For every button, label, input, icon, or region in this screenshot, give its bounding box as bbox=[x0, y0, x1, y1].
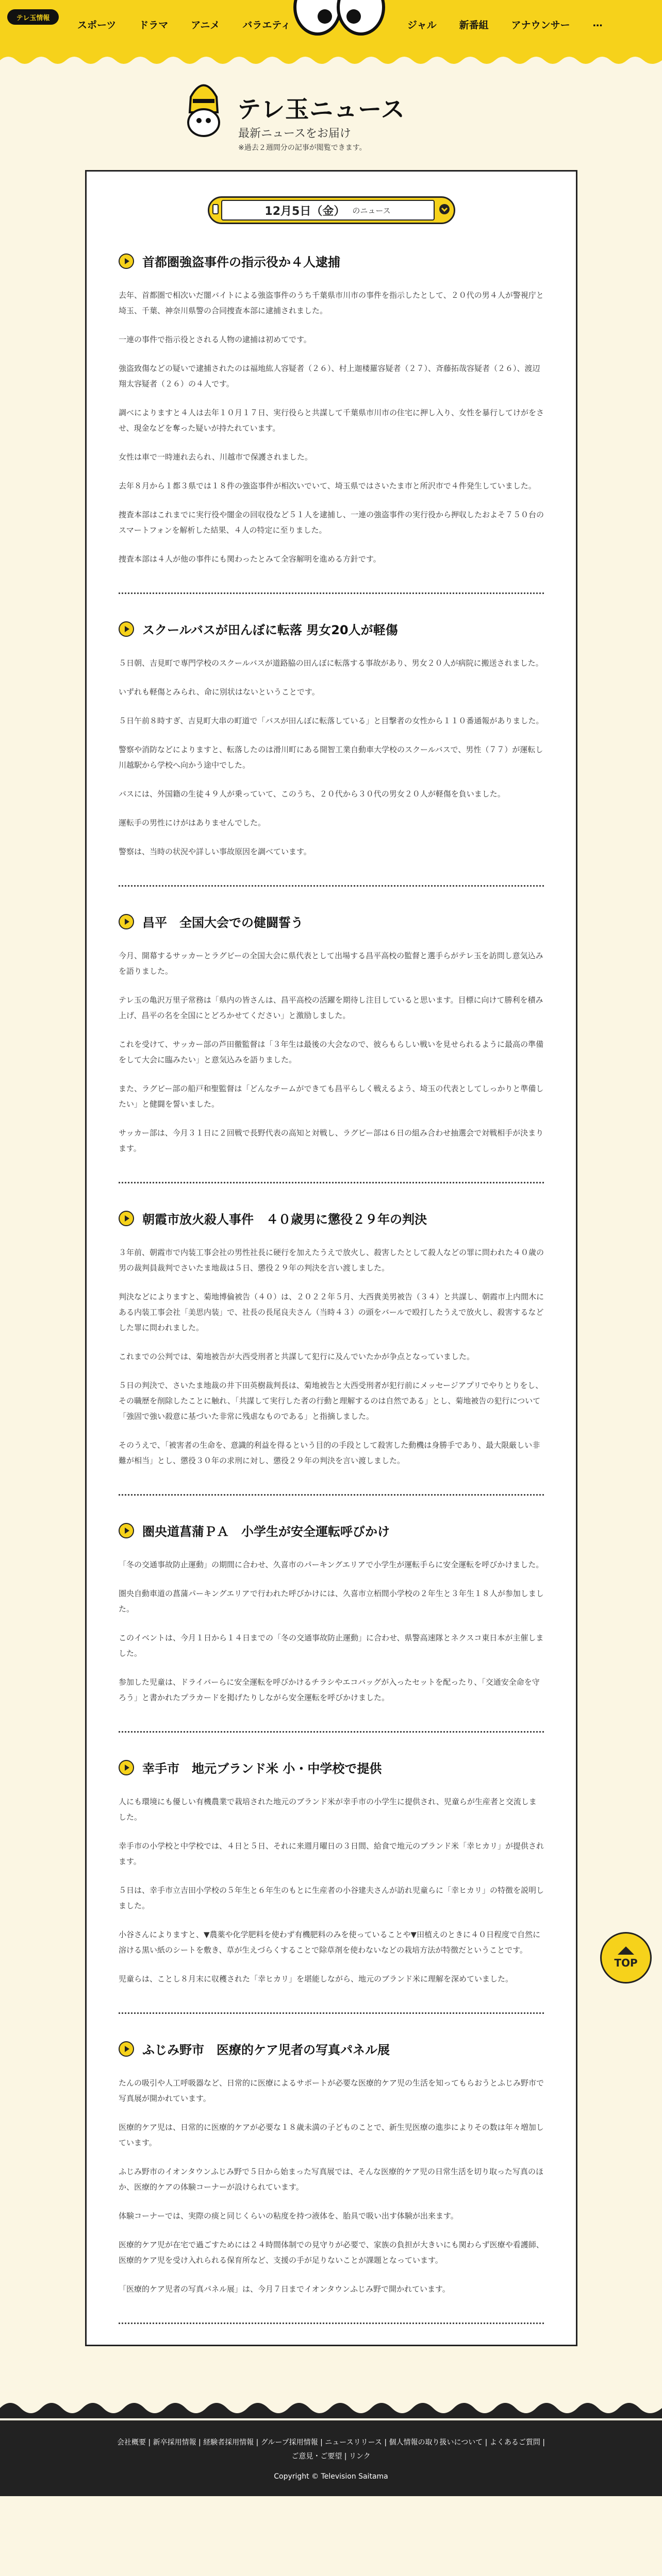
article-paragraph: ふじみ野市のイオンタウンふじみ野で５日から始まった写真展では、そんな医療的ケア児の日常生活を切り取った写真のほか、医療的ケアの体験コーナーが設けられています。 bbox=[119, 2167, 543, 2192]
date-suffix: のニュース bbox=[352, 206, 391, 215]
article-paragraph: ３年前、朝霞市で内装工事会社の男性社長に硬行を加えたうえで放火し、殺害したとして殺人などの罪に問われた４０歳の男の裁判員裁判でさいたま地裁は５日、懲役２９年の判決を言い渡しました。 bbox=[119, 1248, 544, 1273]
back-to-top-label: TOP bbox=[614, 1957, 638, 1969]
mascot-icon bbox=[180, 76, 227, 138]
article-paragraph: 一連の事件で指示役とされる人物の逮捕は初めてです。 bbox=[119, 335, 311, 344]
article-title: 首都圏強盗事件の指示役か４人逮捕 bbox=[142, 255, 340, 269]
nav-item-variety[interactable]: バラエティ bbox=[242, 20, 291, 31]
copyright: Copyright © Television Saitama bbox=[274, 2472, 388, 2481]
article-paragraph: 小谷さんによりますと、▼農薬や化学肥料を使わず有機肥料のみを使っていることや▼田植えのときに４０日程度で自然に溶ける黒い紙のシートを敷き、草が生えづらくすることで除草剤を使わないなどの栽培方法が特徴だということです。 bbox=[119, 1930, 541, 1955]
chevron-down-icon[interactable] bbox=[439, 204, 450, 215]
article-paragraph: これを受けて、サッカー部の芦田徹監督は「３年生は最後の大会なので、彼らもらしい戦いを見せられるように最高の準備をして大会に臨みたい」と意気込みを語りました。 bbox=[119, 1040, 544, 1064]
page-subtitle: 最新ニュースをお届け bbox=[238, 127, 351, 140]
article-paragraph: 警察は、当時の状況や詳しい事故原因を調べています。 bbox=[119, 847, 311, 856]
main-nav-left bbox=[77, 11, 313, 38]
play-bullet-icon bbox=[119, 253, 134, 269]
article-heading bbox=[119, 252, 544, 270]
article-paragraph: 今月、開幕するサッカーとラグビーの全国大会に県代表として出場する昌平高校の監督と選手らがテレ玉を訪問し意気込みを語りました。 bbox=[119, 951, 543, 976]
article-paragraph: サッカー部は、今月３１日に２回戦で長野代表の高知と対戦し、ラグビー部は６日の組み合わせ抽選会で対戦相手が決まります。 bbox=[119, 1128, 544, 1153]
play-bullet-icon bbox=[119, 1523, 134, 1538]
article-heading bbox=[119, 2040, 544, 2058]
article-paragraph: 医療的ケア児が在宅で過ごすためには２４時間体制での見守りが必要で、家族の負担が大きいにも関わらず医療や看護師、医療的ケア児を受け入れられる保育所など、支援の手が足りないことが課題となっています。 bbox=[119, 2240, 544, 2265]
site-logo[interactable] bbox=[7, 9, 64, 29]
article-paragraph: たんの吸引や人工呼吸器など、日常的に医療によるサポートが必要な医療的ケア児の生活を知ってもらおうとふじみ野市で写真展が開かれています。 bbox=[119, 2078, 544, 2103]
article-paragraph: 去年、首都圏で相次いだ闇バイトによる強盗事件のうち千葉県市川市の事件を指示したとして、２０代の男４人が警視庁と埼玉、千葉、神奈川県警の合同捜査本部に逮捕されました。 bbox=[119, 291, 544, 315]
arrow-up-icon bbox=[618, 1946, 634, 1955]
article-paragraph: 警察や消防などによりますと、転落したのは滑川町にある開智工業自動車大学校のスクールバスで、男性（７７）が運転し川越駅から学校へ向かう途中でした。 bbox=[119, 745, 543, 770]
date-selector[interactable] bbox=[208, 196, 455, 224]
article-paragraph: テレ玉の亀沢万里子常務は「県内の皆さんは、昌平高校の活躍を期待し注目していると思います。目標に向けて勝利を積み上げ、昌平の名を全国にとどろかせてください」と激励しました。 bbox=[119, 995, 543, 1020]
article-paragraph: 「冬の交通事故防止運動」の期間に合わせ、久喜市のパーキングエリアで小学生が運転手らに安全運転を呼びかけました。 bbox=[119, 1560, 544, 1569]
article-paragraph: 児童らは、ことし８月末に収穫された「幸ヒカリ」を堪能しながら、地元のブランド米に理解を深めていました。 bbox=[119, 1974, 514, 1984]
main-nav-right bbox=[407, 11, 625, 38]
top-nav-bar bbox=[0, 0, 662, 67]
play-bullet-icon bbox=[119, 621, 134, 637]
footer-links-line-2[interactable]: ご意見・ご要望 | リンク bbox=[291, 2452, 371, 2461]
article-paragraph: そのうえで、「被害者の生命を、意識的利益を得るという目的の手段として殺害した動機は身勝手であり、最大限厳しい非難が相当」とし、懲役３０年の求刑に対し、懲役２９年の判決を言い渡しました。 bbox=[119, 1440, 540, 1465]
nav-item-anime[interactable]: アニメ bbox=[191, 20, 220, 31]
news-article bbox=[119, 2032, 544, 2324]
news-article bbox=[119, 1514, 544, 1733]
footer-wave bbox=[0, 2398, 662, 2418]
article-title: ふじみ野市 医療的ケア児者の写真パネル展 bbox=[142, 2043, 390, 2057]
article-paragraph: ５日は、幸手市立吉田小学校の５年生と６年生のもとに生産者の小谷建夫さんが訪れ児童らに「幸ヒカリ」の特徴を説明しました。 bbox=[119, 1886, 544, 1910]
play-bullet-icon bbox=[119, 1760, 134, 1775]
nav-item-drama[interactable]: ドラマ bbox=[139, 20, 169, 31]
current-date: 12月5日（金） bbox=[264, 205, 345, 218]
news-article bbox=[119, 245, 544, 594]
footer-links bbox=[0, 2436, 662, 2463]
article-paragraph: 捜査本部は４人が他の事件にも関わったとみて全容解明を進める方針です。 bbox=[119, 554, 381, 564]
nav-item-genre[interactable]: ジャル bbox=[407, 20, 437, 31]
article-heading bbox=[119, 1209, 544, 1227]
article-paragraph: ５日朝、吉見町で専門学校のスクールバスが道路脇の田んぼに転落する事故があり、男女２０人が病院に搬送されました。 bbox=[119, 658, 543, 668]
article-paragraph: ５日の判決で、さいたま地裁の井下田英樹裁判長は、菊地被告と大西受刑者が犯行前にメッセージアプリでやりとりをし、その職歴を削除したことに触れ、「共謀して実行した者の行動と理解するのは自然である」とし、菊地被告の犯行について「強固で強い殺意に基づいた非常に残虐なものである」と指摘しました。 bbox=[119, 1381, 543, 1421]
article-title: 幸手市 地元ブランド米 小・中学校で提供 bbox=[142, 1761, 382, 1776]
article-title: 圏央道菖蒲ＰＡ 小学生が安全運転呼びかけ bbox=[142, 1524, 390, 1539]
article-paragraph: 人にも環境にも優しい有機農業で栽培された地元のブランド米が幸手市の小学生に提供され、児童らが生産者と交流しました。 bbox=[119, 1797, 537, 1822]
article-paragraph: 運転手の男性にけがはありませんでした。 bbox=[119, 818, 266, 827]
article-paragraph: 去年８月から１都３県では１８件の強盗事件が相次いでいて、埼玉県ではさいたま市と所沢市で４件発生していました。 bbox=[119, 481, 536, 490]
article-paragraph: 判決などによりますと、菊地博倫被告（４０）は、２０２２年５月、大西貴美男被告（３４）と共謀し、朝霞市上内間木にある内装工事会社「美思内装」で、社長の長尾良夫さん（当時４３）の頭をバールで殴打したうえで放火し、殺害するなどした罪に問われました。 bbox=[119, 1292, 544, 1332]
article-paragraph: これまでの公判では、菊地被告が大西受刑者と共謀して犯行に及んでいたかが争点となっていました。 bbox=[119, 1352, 475, 1361]
calendar-left-icon bbox=[212, 204, 219, 215]
article-heading bbox=[119, 1521, 544, 1539]
news-article bbox=[119, 905, 544, 1183]
article-title: 昌平 全国大会での健闘誓う bbox=[142, 916, 303, 930]
article-paragraph: 調べによりますと４人は去年１０月１７日、実行役らと共謀して千葉県市川市の住宅に押し入り、女性を暴行してけがをさせ、現金などを奪った疑いが持たれています。 bbox=[119, 408, 544, 433]
article-paragraph: 参加した児童は、ドライバーらに安全運転を呼びかけるチラシやエコバッグが入ったセットを配ったり、「交通安全命を守ろう」と書かれたプラカードを掲げたりしながら安全運転を呼びかけました。 bbox=[119, 1677, 540, 1702]
article-list bbox=[119, 245, 544, 2324]
page-note: ※過去２週間分の記事が閲覧できます。 bbox=[238, 144, 367, 152]
news-article bbox=[119, 1751, 544, 2014]
article-title: 朝霞市放火殺人事件 ４０歳男に懲役２９年の判決 bbox=[142, 1212, 427, 1227]
article-paragraph: 強盗致傷などの疑いで逮捕されたのは福地紘人容疑者（２６）、村上迦楼羅容疑者（２７）、斉藤拓哉容疑者（２６）、渡辺翔太容疑者（２６）の４人です。 bbox=[119, 364, 540, 388]
article-paragraph: このイベントは、今月１日から１４日までの「冬の交通事故防止運動」に合わせ、県警高速隊とネクスコ東日本が主催しました。 bbox=[119, 1633, 544, 1658]
nav-item-announcers[interactable]: アナウンサー bbox=[511, 20, 570, 31]
article-paragraph: また、ラグビー部の船戸和聖監督は「どんなチームができても昌平らしく戦えるよう、埼玉の代表としてしっかりと準備したい」と健闘を誓いました。 bbox=[119, 1084, 544, 1109]
article-paragraph: ５日午前８時すぎ、吉見町大串の町道で「バスが田んぼに転落している」と目撃者の女性から１１０番通報がありました。 bbox=[119, 716, 544, 725]
nav-item-more[interactable]: … bbox=[592, 18, 603, 29]
scallop-edge bbox=[0, 53, 662, 67]
nav-item-sports[interactable]: スポーツ bbox=[77, 20, 117, 31]
footer-links-line-1[interactable]: 会社概要 | 新卒採用情報 | 経験者採用情報 | グループ採用情報 | ニュースリリース | 個人情報の取り扱いについて | よくあるご質問 | bbox=[117, 2438, 545, 2447]
article-paragraph: 圏央自動車道の菖蒲パーキングエリアで行われた呼びかけには、久喜市立栢間小学校の２年生と３年生１８人が参加しました。 bbox=[119, 1589, 544, 1614]
page-title: テレ玉ニュース bbox=[237, 95, 405, 123]
article-paragraph: 「医療的ケア児者の写真パネル展」は、今月７日までイオンタウンふじみ野で開かれています。 bbox=[119, 2284, 450, 2294]
play-bullet-icon bbox=[119, 914, 134, 929]
article-paragraph: バスには、外国籍の生徒４９人が乗っていて、このうち、２０代から３０代の男女２０人が軽傷を負いました。 bbox=[119, 789, 505, 799]
news-article bbox=[119, 1202, 544, 1496]
mascot-eyes-icon bbox=[293, 0, 386, 38]
back-to-top-button[interactable] bbox=[600, 1932, 652, 1984]
date-display bbox=[221, 200, 435, 221]
news-article bbox=[119, 613, 544, 887]
site-logo-text: テレ玉情報 bbox=[7, 9, 59, 25]
article-paragraph: 女性は車で一時連れ去られ、川越市で保護されました。 bbox=[119, 452, 312, 462]
nav-item-new-programs[interactable]: 新番組 bbox=[459, 20, 489, 31]
article-paragraph: いずれも軽傷とみられ、命に別状はないということです。 bbox=[119, 687, 320, 697]
article-paragraph: 幸手市の小学校と中学校では、４日と５日、それに来週月曜日の３日間、給食で地元のブランド米「幸ヒカリ」が提供されます。 bbox=[119, 1841, 544, 1866]
play-bullet-icon bbox=[119, 2041, 134, 2057]
site-footer bbox=[0, 2420, 662, 2496]
article-heading bbox=[119, 912, 544, 930]
play-bullet-icon bbox=[119, 1211, 134, 1226]
article-paragraph: 体験コーナーでは、実際の痰と同じくらいの粘度を持つ液体を、胎具で吸い出す体験が出来ます。 bbox=[119, 2211, 458, 2221]
article-heading bbox=[119, 1758, 544, 1776]
article-paragraph: 医療的ケア児は、日常的に医療的ケアが必要な１８歳未満の子どものことで、新生児医療の進歩によりその数は年々増加しています。 bbox=[119, 2123, 544, 2147]
article-title: スクールバスが田んぼに転落 男女20人が軽傷 bbox=[142, 623, 398, 637]
article-heading bbox=[119, 620, 544, 638]
page-header bbox=[0, 67, 662, 170]
news-panel bbox=[85, 170, 577, 2346]
article-paragraph: 捜査本部はこれまでに実行役や闇金の回収役など５１人を逮捕し、一連の強盗事件の実行役から押収したおよそ７５０台のスマートフォンを解析した結果、４人の特定に至りました。 bbox=[119, 510, 544, 535]
